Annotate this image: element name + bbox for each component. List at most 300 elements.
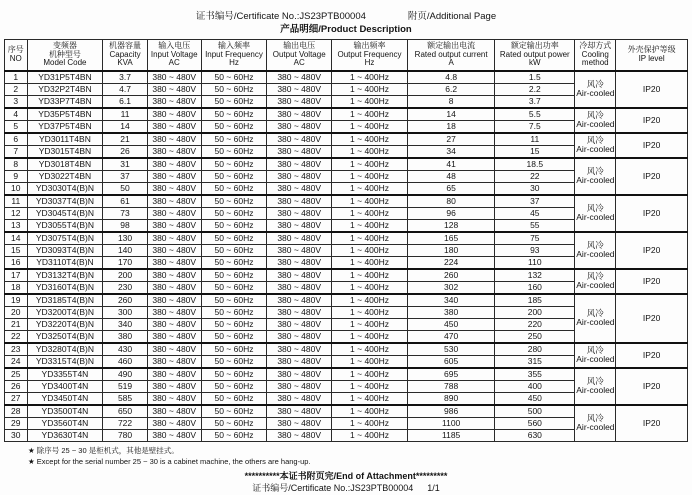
cell-rated-current: 14 [407, 108, 494, 121]
cell-capacity: 722 [103, 417, 147, 429]
cell-output-frequency: 1 ~ 400Hz [332, 343, 408, 356]
cell-capacity: 430 [103, 343, 147, 356]
cell-output-voltage: 380 ~ 480V [267, 355, 332, 368]
cell-input-voltage: 380 ~ 480V [147, 318, 201, 330]
cell-input-frequency: 50 ~ 60Hz [201, 330, 267, 343]
product-description-table [4, 39, 688, 442]
cell-no: 16 [5, 256, 28, 269]
cell-input-voltage: 380 ~ 480V [147, 269, 201, 282]
cell-ip-level: IP20 [616, 195, 688, 232]
table-row [5, 294, 688, 307]
table-row [5, 232, 688, 245]
cell-input-voltage: 380 ~ 480V [147, 133, 201, 146]
cell-rated-power: 18.5 [495, 158, 575, 171]
cell-input-voltage: 380 ~ 480V [147, 83, 201, 95]
cell-capacity: 170 [103, 256, 147, 269]
cell-cooling-method: 风冷 Air-cooled [575, 232, 616, 269]
cell-rated-power: 500 [495, 405, 575, 418]
table-row [5, 195, 688, 208]
cell-rated-power: 45 [495, 207, 575, 219]
cell-rated-current: 41 [407, 158, 494, 171]
header-model-code: 变频器 机种型号 Model Code [27, 40, 103, 71]
cell-output-frequency: 1 ~ 400Hz [332, 145, 408, 158]
cell-input-voltage: 380 ~ 480V [147, 417, 201, 429]
cell-no: 10 [5, 182, 28, 195]
cell-input-voltage: 380 ~ 480V [147, 294, 201, 307]
cell-input-frequency: 50 ~ 60Hz [201, 244, 267, 256]
cell-output-voltage: 380 ~ 480V [267, 71, 332, 84]
cell-rated-power: 250 [495, 330, 575, 343]
cell-model: YD3110T4(B)N [27, 256, 103, 269]
cell-capacity: 26 [103, 145, 147, 158]
table-row [5, 71, 688, 84]
cell-output-voltage: 380 ~ 480V [267, 256, 332, 269]
cell-no: 5 [5, 120, 28, 133]
cell-no: 1 [5, 71, 28, 84]
cell-rated-current: 165 [407, 232, 494, 245]
cell-ip-level: IP20 [616, 294, 688, 343]
cell-output-voltage: 380 ~ 480V [267, 318, 332, 330]
cell-rated-power: 2.2 [495, 83, 575, 95]
cell-output-frequency: 1 ~ 400Hz [332, 195, 408, 208]
header-no: 序号 NO [5, 40, 28, 71]
cell-capacity: 519 [103, 380, 147, 392]
cell-input-voltage: 380 ~ 480V [147, 405, 201, 418]
cell-rated-power: 400 [495, 380, 575, 392]
cell-capacity: 50 [103, 182, 147, 195]
cell-model: YD3132T4(B)N [27, 269, 103, 282]
cell-capacity: 650 [103, 405, 147, 418]
cell-output-voltage: 380 ~ 480V [267, 83, 332, 95]
cell-rated-power: 355 [495, 368, 575, 381]
cell-input-frequency: 50 ~ 60Hz [201, 380, 267, 392]
cell-output-voltage: 380 ~ 480V [267, 380, 332, 392]
cell-rated-power: 1.5 [495, 71, 575, 84]
cell-output-frequency: 1 ~ 400Hz [332, 170, 408, 182]
cell-output-voltage: 380 ~ 480V [267, 343, 332, 356]
cell-output-frequency: 1 ~ 400Hz [332, 133, 408, 146]
cell-output-frequency: 1 ~ 400Hz [332, 429, 408, 441]
cell-rated-power: 3.7 [495, 95, 575, 108]
cell-capacity: 37 [103, 170, 147, 182]
cell-output-voltage: 380 ~ 480V [267, 170, 332, 182]
cell-model: YD3093T4(B)N [27, 244, 103, 256]
additional-page-label: 附页/Additional Page [407, 11, 497, 22]
cell-output-voltage: 380 ~ 480V [267, 392, 332, 405]
cell-output-voltage: 380 ~ 480V [267, 417, 332, 429]
cell-ip-level: IP20 [616, 405, 688, 442]
cell-capacity: 73 [103, 207, 147, 219]
cell-rated-current: 8 [407, 95, 494, 108]
cell-output-frequency: 1 ~ 400Hz [332, 120, 408, 133]
cell-ip-level: IP20 [616, 343, 688, 368]
cell-model: YD3450T4N [27, 392, 103, 405]
cell-no: 18 [5, 281, 28, 294]
cell-output-frequency: 1 ~ 400Hz [332, 330, 408, 343]
cell-input-frequency: 50 ~ 60Hz [201, 158, 267, 171]
cell-no: 15 [5, 244, 28, 256]
cell-ip-level: IP20 [616, 232, 688, 269]
cell-output-frequency: 1 ~ 400Hz [332, 405, 408, 418]
cell-rated-power: 15 [495, 145, 575, 158]
cell-model: YD3037T4(B)N [27, 195, 103, 208]
cell-rated-current: 695 [407, 368, 494, 381]
cell-rated-power: 560 [495, 417, 575, 429]
cell-output-frequency: 1 ~ 400Hz [332, 158, 408, 171]
cell-input-frequency: 50 ~ 60Hz [201, 120, 267, 133]
cell-model: YD3220T4(B)N [27, 318, 103, 330]
cell-no: 28 [5, 405, 28, 418]
cell-capacity: 31 [103, 158, 147, 171]
cell-no: 14 [5, 232, 28, 245]
cell-capacity: 460 [103, 355, 147, 368]
cell-input-voltage: 380 ~ 480V [147, 355, 201, 368]
cell-rated-power: 220 [495, 318, 575, 330]
cell-input-frequency: 50 ~ 60Hz [201, 269, 267, 282]
header-cooling-method: 冷却方式 Cooling method [575, 40, 616, 71]
cell-rated-current: 1185 [407, 429, 494, 441]
cell-capacity: 3.7 [103, 71, 147, 84]
cell-cooling-method: 风冷 Air-cooled [575, 195, 616, 232]
cell-model: YD31P5T4BN [27, 71, 103, 84]
header-ip-level: 外壳保护等级 IP level [616, 40, 688, 71]
cell-input-frequency: 50 ~ 60Hz [201, 318, 267, 330]
cell-model: YD3315T4(B)N [27, 355, 103, 368]
cell-output-frequency: 1 ~ 400Hz [332, 95, 408, 108]
cell-output-frequency: 1 ~ 400Hz [332, 108, 408, 121]
cell-output-voltage: 380 ~ 480V [267, 244, 332, 256]
cell-input-voltage: 380 ~ 480V [147, 207, 201, 219]
cell-rated-power: 7.5 [495, 120, 575, 133]
footer-certificate-line [0, 482, 692, 494]
cell-rated-current: 470 [407, 330, 494, 343]
cell-model: YD3018T4BN [27, 158, 103, 171]
cell-input-frequency: 50 ~ 60Hz [201, 195, 267, 208]
cell-input-voltage: 380 ~ 480V [147, 392, 201, 405]
cell-input-voltage: 380 ~ 480V [147, 343, 201, 356]
cell-capacity: 14 [103, 120, 147, 133]
cell-model: YD35P5T4BN [27, 108, 103, 121]
cell-no: 19 [5, 294, 28, 307]
cell-output-frequency: 1 ~ 400Hz [332, 392, 408, 405]
cell-model: YD3075T4(B)N [27, 232, 103, 245]
cell-output-voltage: 380 ~ 480V [267, 95, 332, 108]
cell-output-voltage: 380 ~ 480V [267, 281, 332, 294]
cell-cooling-method: 风冷 Air-cooled [575, 343, 616, 368]
header-output-voltage: 输出电压 Output Voltage AC [267, 40, 332, 71]
cell-rated-current: 180 [407, 244, 494, 256]
cell-output-voltage: 380 ~ 480V [267, 368, 332, 381]
cell-rated-current: 380 [407, 306, 494, 318]
cell-cooling-method: 风冷 Air-cooled [575, 158, 616, 195]
cell-capacity: 11 [103, 108, 147, 121]
cell-input-frequency: 50 ~ 60Hz [201, 182, 267, 195]
cell-cooling-method: 风冷 Air-cooled [575, 71, 616, 108]
cell-ip-level: IP20 [616, 368, 688, 405]
cell-input-frequency: 50 ~ 60Hz [201, 219, 267, 232]
cell-rated-current: 18 [407, 120, 494, 133]
cell-no: 8 [5, 158, 28, 171]
cell-output-frequency: 1 ~ 400Hz [332, 380, 408, 392]
cell-input-voltage: 380 ~ 480V [147, 306, 201, 318]
cell-rated-current: 80 [407, 195, 494, 208]
cell-model: YD3185T4(B)N [27, 294, 103, 307]
cell-capacity: 21 [103, 133, 147, 146]
cell-cooling-method: 风冷 Air-cooled [575, 133, 616, 158]
cell-input-voltage: 380 ~ 480V [147, 108, 201, 121]
table-row [5, 158, 688, 171]
cell-input-voltage: 380 ~ 480V [147, 368, 201, 381]
certificate-number: 证书编号/Certificate No.:JS23PTB00004 [195, 11, 366, 22]
cell-model: YD37P5T4BN [27, 120, 103, 133]
cell-output-frequency: 1 ~ 400Hz [332, 368, 408, 381]
cell-input-voltage: 380 ~ 480V [147, 120, 201, 133]
cell-capacity: 4.7 [103, 83, 147, 95]
cell-no: 25 [5, 368, 28, 381]
cell-output-voltage: 380 ~ 480V [267, 145, 332, 158]
cell-output-voltage: 380 ~ 480V [267, 405, 332, 418]
cell-input-frequency: 50 ~ 60Hz [201, 392, 267, 405]
cell-output-voltage: 380 ~ 480V [267, 182, 332, 195]
cell-ip-level: IP20 [616, 269, 688, 294]
cell-input-frequency: 50 ~ 60Hz [201, 232, 267, 245]
cell-capacity: 490 [103, 368, 147, 381]
cell-output-voltage: 380 ~ 480V [267, 195, 332, 208]
cell-input-frequency: 50 ~ 60Hz [201, 417, 267, 429]
table-row [5, 343, 688, 356]
cell-input-frequency: 50 ~ 60Hz [201, 294, 267, 307]
cell-rated-power: 22 [495, 170, 575, 182]
cell-input-frequency: 50 ~ 60Hz [201, 355, 267, 368]
cell-rated-current: 605 [407, 355, 494, 368]
cell-capacity: 6.1 [103, 95, 147, 108]
cell-input-frequency: 50 ~ 60Hz [201, 83, 267, 95]
cell-rated-power: 37 [495, 195, 575, 208]
cell-no: 7 [5, 145, 28, 158]
cell-rated-power: 55 [495, 219, 575, 232]
cell-rated-power: 315 [495, 355, 575, 368]
cell-no: 29 [5, 417, 28, 429]
table-row [5, 405, 688, 418]
cell-output-frequency: 1 ~ 400Hz [332, 71, 408, 84]
cell-input-frequency: 50 ~ 60Hz [201, 256, 267, 269]
cell-rated-current: 65 [407, 182, 494, 195]
cell-output-frequency: 1 ~ 400Hz [332, 355, 408, 368]
cell-rated-current: 224 [407, 256, 494, 269]
cell-rated-current: 48 [407, 170, 494, 182]
cell-model: YD3500T4N [27, 405, 103, 418]
cell-capacity: 260 [103, 294, 147, 307]
cell-model: YD3560T4N [27, 417, 103, 429]
cell-input-voltage: 380 ~ 480V [147, 145, 201, 158]
cell-rated-power: 11 [495, 133, 575, 146]
cell-rated-current: 128 [407, 219, 494, 232]
cell-output-frequency: 1 ~ 400Hz [332, 244, 408, 256]
cell-no: 17 [5, 269, 28, 282]
cell-rated-current: 34 [407, 145, 494, 158]
cell-no: 20 [5, 306, 28, 318]
cell-input-frequency: 50 ~ 60Hz [201, 145, 267, 158]
cell-output-frequency: 1 ~ 400Hz [332, 281, 408, 294]
cell-input-voltage: 380 ~ 480V [147, 244, 201, 256]
cell-ip-level: IP20 [616, 108, 688, 133]
cell-input-voltage: 380 ~ 480V [147, 71, 201, 84]
cell-rated-current: 96 [407, 207, 494, 219]
cell-input-frequency: 50 ~ 60Hz [201, 133, 267, 146]
cell-rated-power: 110 [495, 256, 575, 269]
cell-capacity: 585 [103, 392, 147, 405]
cell-rated-power: 185 [495, 294, 575, 307]
cell-input-voltage: 380 ~ 480V [147, 158, 201, 171]
cell-no: 21 [5, 318, 28, 330]
cell-input-frequency: 50 ~ 60Hz [201, 108, 267, 121]
header-rated-output-power: 额定输出功率 Rated output power kW [495, 40, 575, 71]
cell-capacity: 130 [103, 232, 147, 245]
header-input-voltage: 输入电压 Input Voltage AC [147, 40, 201, 71]
cell-rated-power: 5.5 [495, 108, 575, 121]
cell-input-voltage: 380 ~ 480V [147, 219, 201, 232]
cell-capacity: 300 [103, 306, 147, 318]
cell-cooling-method: 风冷 Air-cooled [575, 294, 616, 343]
header-row [5, 40, 688, 71]
cell-rated-power: 132 [495, 269, 575, 282]
cell-rated-current: 27 [407, 133, 494, 146]
cell-no: 9 [5, 170, 28, 182]
cell-input-frequency: 50 ~ 60Hz [201, 343, 267, 356]
cell-output-frequency: 1 ~ 400Hz [332, 318, 408, 330]
cell-rated-power: 30 [495, 182, 575, 195]
cell-no: 24 [5, 355, 28, 368]
cell-no: 13 [5, 219, 28, 232]
cell-rated-current: 260 [407, 269, 494, 282]
footnote-chinese: ★ 除序号 25 ~ 30 是柜机式，其他是壁挂式。 [28, 445, 179, 455]
cell-no: 27 [5, 392, 28, 405]
cell-capacity: 340 [103, 318, 147, 330]
cell-output-frequency: 1 ~ 400Hz [332, 256, 408, 269]
cell-output-voltage: 380 ~ 480V [267, 108, 332, 121]
cell-input-frequency: 50 ~ 60Hz [201, 207, 267, 219]
cell-output-voltage: 380 ~ 480V [267, 306, 332, 318]
cell-input-voltage: 380 ~ 480V [147, 256, 201, 269]
cell-input-voltage: 380 ~ 480V [147, 95, 201, 108]
footer-certificate-number: 证书编号/Certificate No.:JS23PTB00004 [252, 482, 414, 493]
cell-output-voltage: 380 ~ 480V [267, 219, 332, 232]
end-of-attachment-line: **********本证书附页完/End of Attachment********* [244, 470, 448, 481]
cell-input-frequency: 50 ~ 60Hz [201, 368, 267, 381]
header-input-frequency: 输入频率 Input Frequency Hz [201, 40, 267, 71]
cell-output-voltage: 380 ~ 480V [267, 269, 332, 282]
cell-output-voltage: 380 ~ 480V [267, 120, 332, 133]
table-row [5, 269, 688, 282]
cell-model: YD32P2T4BN [27, 83, 103, 95]
cell-rated-power: 75 [495, 232, 575, 245]
header-output-frequency: 输出频率 Output Frequency Hz [332, 40, 408, 71]
footer-page-number: 1/1 [427, 482, 440, 493]
cell-rated-current: 340 [407, 294, 494, 307]
table-row [5, 108, 688, 121]
cell-output-voltage: 380 ~ 480V [267, 330, 332, 343]
page-header [0, 10, 692, 23]
cell-capacity: 380 [103, 330, 147, 343]
cell-rated-power: 630 [495, 429, 575, 441]
cell-no: 11 [5, 195, 28, 208]
cell-model: YD3030T4(B)N [27, 182, 103, 195]
cell-input-frequency: 50 ~ 60Hz [201, 95, 267, 108]
cell-input-voltage: 380 ~ 480V [147, 182, 201, 195]
cell-cooling-method: 风冷 Air-cooled [575, 368, 616, 405]
cell-no: 12 [5, 207, 28, 219]
cell-output-frequency: 1 ~ 400Hz [332, 182, 408, 195]
cell-no: 22 [5, 330, 28, 343]
cell-input-frequency: 50 ~ 60Hz [201, 429, 267, 441]
cell-no: 26 [5, 380, 28, 392]
cell-model: YD3355T4N [27, 368, 103, 381]
cell-rated-current: 4.8 [407, 71, 494, 84]
cell-input-frequency: 50 ~ 60Hz [201, 170, 267, 182]
cell-rated-current: 450 [407, 318, 494, 330]
cell-cooling-method: 风冷 Air-cooled [575, 108, 616, 133]
header-rated-output-current: 额定输出电流 Rated output current A [407, 40, 494, 71]
cell-input-voltage: 380 ~ 480V [147, 429, 201, 441]
table-row [5, 133, 688, 146]
cell-model: YD3015T4BN [27, 145, 103, 158]
cell-output-voltage: 380 ~ 480V [267, 232, 332, 245]
cell-output-frequency: 1 ~ 400Hz [332, 269, 408, 282]
cell-model: YD3280T4(B)N [27, 343, 103, 356]
cell-cooling-method: 风冷 Air-cooled [575, 405, 616, 442]
cell-rated-current: 986 [407, 405, 494, 418]
cell-rated-power: 280 [495, 343, 575, 356]
cell-input-voltage: 380 ~ 480V [147, 195, 201, 208]
cell-input-frequency: 50 ~ 60Hz [201, 306, 267, 318]
cell-model: YD3011T4BN [27, 133, 103, 146]
cell-capacity: 140 [103, 244, 147, 256]
cell-capacity: 98 [103, 219, 147, 232]
cell-model: YD33P7T4BN [27, 95, 103, 108]
cell-ip-level: IP20 [616, 133, 688, 158]
cell-model: YD3250T4(B)N [27, 330, 103, 343]
cell-rated-current: 1100 [407, 417, 494, 429]
cell-output-voltage: 380 ~ 480V [267, 158, 332, 171]
cell-no: 4 [5, 108, 28, 121]
cell-model: YD3200T4(B)N [27, 306, 103, 318]
cell-no: 2 [5, 83, 28, 95]
header-capacity: 机器容量 Capacity KVA [103, 40, 147, 71]
cell-capacity: 61 [103, 195, 147, 208]
cell-rated-power: 450 [495, 392, 575, 405]
cell-output-frequency: 1 ~ 400Hz [332, 207, 408, 219]
footnote-english: ★ Except for the serial number 25 ~ 30 is a cabinet machine, the others are hang-up. [28, 457, 311, 466]
cell-rated-current: 890 [407, 392, 494, 405]
cell-rated-current: 6.2 [407, 83, 494, 95]
cell-output-frequency: 1 ~ 400Hz [332, 306, 408, 318]
cell-output-voltage: 380 ~ 480V [267, 429, 332, 441]
cell-model: YD3630T4N [27, 429, 103, 441]
cell-capacity: 200 [103, 269, 147, 282]
cell-no: 23 [5, 343, 28, 356]
cell-model: YD3400T4N [27, 380, 103, 392]
cell-capacity: 780 [103, 429, 147, 441]
cell-rated-power: 160 [495, 281, 575, 294]
table-row [5, 368, 688, 381]
cell-output-voltage: 380 ~ 480V [267, 294, 332, 307]
cell-cooling-method: 风冷 Air-cooled [575, 269, 616, 294]
cell-output-voltage: 380 ~ 480V [267, 207, 332, 219]
cell-input-frequency: 50 ~ 60Hz [201, 405, 267, 418]
cell-input-voltage: 380 ~ 480V [147, 281, 201, 294]
cell-no: 6 [5, 133, 28, 146]
cell-input-voltage: 380 ~ 480V [147, 380, 201, 392]
